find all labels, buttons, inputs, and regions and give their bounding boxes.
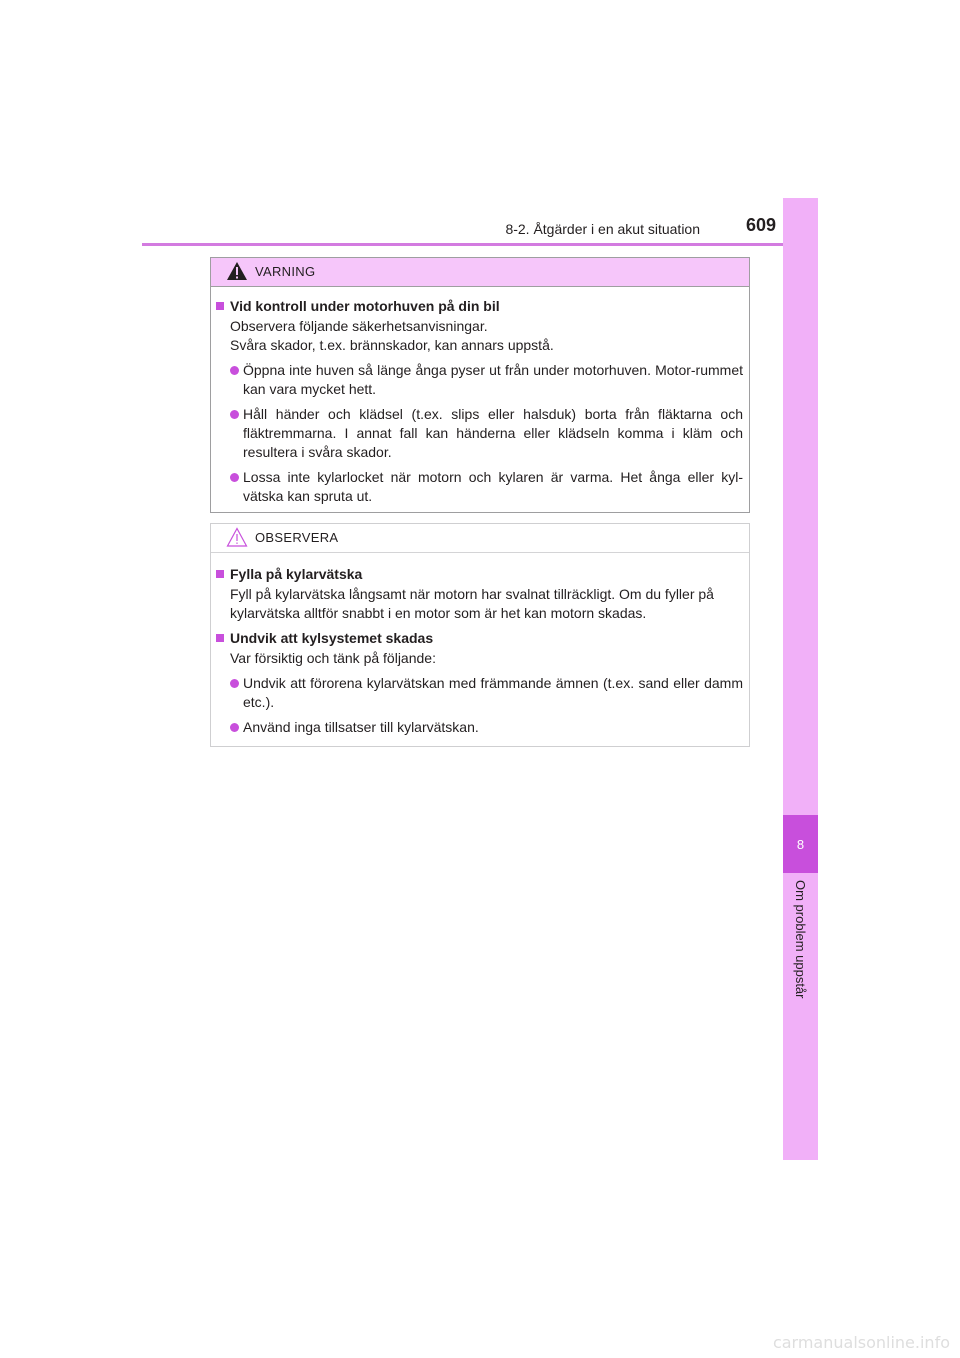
list-item-text: Öppna inte huven så länge ånga pyser ut från under motorhuven. Motor-rummet kan vara mycket hett. [243,362,743,397]
watermark: carmanualsonline.info [772,1333,950,1352]
round-bullet-icon [230,679,239,688]
caution-heading-2-text: Undvik att kylsystemet skadas [230,630,434,646]
caution-heading-1-text: Fylla på kylarvätska [230,566,363,582]
warning-heading-text: Vid kontroll under motorhuven på din bil [230,298,500,314]
warning-label: VARNING [255,264,316,279]
caution-triangle-icon [226,527,248,547]
warning-intro-2: Svåra skador, t.ex. brännskador, kan annars uppstå. [230,337,554,353]
chapter-label [783,880,818,1030]
section-title: 8-2. Åtgärder i en akut situation [505,221,700,237]
list-item-text: Använd inga tillsatser till kylarvätskan. [243,719,479,735]
square-bullet-icon [216,634,224,642]
list-item [216,718,743,737]
chapter-number-tab[interactable]: 8 [783,815,818,873]
round-bullet-icon [230,410,239,419]
list-item-text: Undvik att förorena kylarvätskan med främmande ämnen (t.ex. sand eller damm etc.). [243,675,743,710]
warning-intro-1: Observera följande säkerhetsanvisningar. [230,318,488,334]
list-item-text: Lossa inte kylarlocket när motorn och kylaren är varma. Het ånga eller kyl-vätska kan spruta ut. [243,469,743,504]
warning-heading [216,297,743,316]
caution-heading-1 [216,565,743,584]
round-bullet-icon [230,366,239,375]
caution-heading-2 [216,629,743,648]
header-rule [142,243,818,246]
list-item [216,674,743,712]
page-number: 609 [745,215,776,235]
chapter-label-text: Om problem uppstår [793,880,808,999]
list-item [216,468,743,506]
caution-text-1: Fyll på kylarvätska långsamt när motorn har svalnat tillräckligt. Om du fyller på kylarvätska alltför snabbt i en motor som är het kan motorn skadas. [230,586,714,621]
warning-triangle-icon [226,261,248,281]
warning-body [211,287,749,506]
caution-label: OBSERVERA [255,530,339,545]
round-bullet-icon [230,723,239,732]
warning-box [210,257,750,513]
square-bullet-icon [216,302,224,310]
caution-box [210,523,750,747]
round-bullet-icon [230,473,239,482]
list-item-text: Håll händer och klädsel (t.ex. slips eller halsduk) borta från fläktarna och fläktremmarna. I annat fall kan händerna eller klädseln komma i kläm och resultera i svåra skador. [243,406,743,460]
caution-intro-2: Var försiktig och tänk på följande: [230,650,436,666]
list-item [216,405,743,462]
caution-header [211,524,749,553]
warning-header [211,258,749,287]
square-bullet-icon [216,570,224,578]
caution-body [211,553,749,737]
list-item [216,361,743,399]
